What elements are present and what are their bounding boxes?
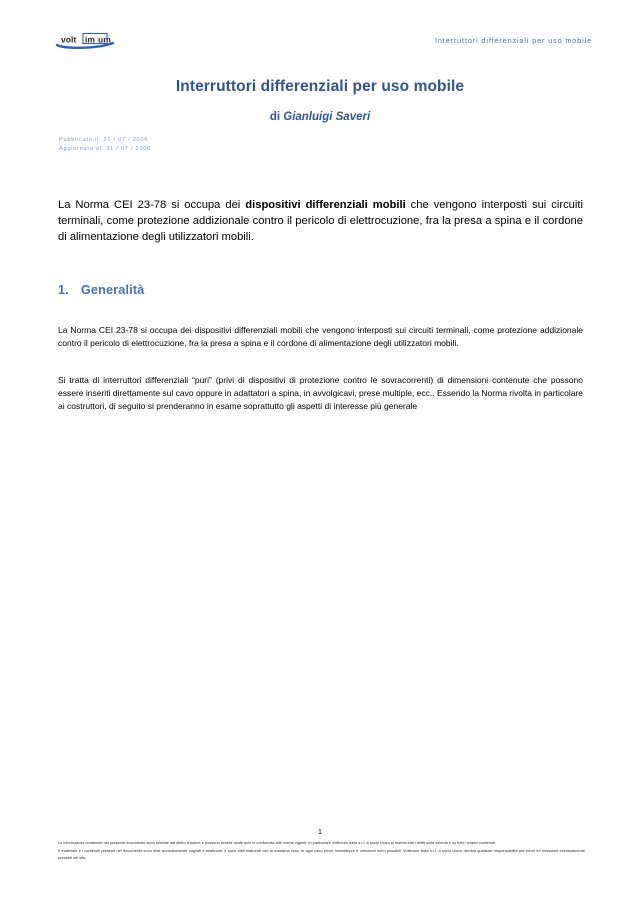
- voltimum-logo: [55, 30, 119, 52]
- document-author: [0, 111, 640, 123]
- document-title: Interruttori differenziali per uso mobile: [175, 78, 465, 95]
- svg-text:volt: volt: [61, 34, 77, 45]
- svg-text:um: um: [98, 34, 111, 45]
- section-heading-generalita: [58, 283, 145, 297]
- author-prefix: di: [269, 111, 281, 123]
- section-title: Generalità: [80, 283, 145, 297]
- intro-text-part1: La Norma CEI 23-78 si occupa dei: [58, 199, 246, 211]
- body-paragraph-1: La Norma CEI 23-78 si occupa dei dispositivi differenziali mobili che vengono interposti sui circuiti terminali, come protezione addizionale contro il pericolo di elettrocuzione, fra la presa a spina e il cordone di alimentazione degli utilizzatori mobili.: [58, 325, 583, 349]
- published-date: Pubblicato il: 31 / 07 / 2006: [59, 137, 149, 143]
- intro-paragraph: [58, 197, 583, 246]
- page-number: 1: [317, 827, 323, 836]
- logo-mark: [55, 30, 119, 52]
- disclaimer-paragraph-2: Il materiale e i contenuti presenti nel documento sono stati accuratamente vagliati e analizzati, e sono stati elaborati con la massima cura. In ogni caso errori, inesattezze e omissioni sono possibili. Voltimum Italia s.r.l. a socio Unico declina qualsiasi responsabilità per errori ed omissioni eventualmente presenti nel sito.: [58, 848, 585, 860]
- updated-date: Aggiornato al: 31 / 07 / 2006: [59, 146, 152, 153]
- body-paragraph-2: Si tratta di interruttori differenziali “puri” (privi di dispositivi di protezione contro le sovracorrenti) di dimensioni contenute che possono essere inseriti direttamente sul cavo oppure in adattatori a spina, in avvolgicavi, prese multiple, ecc.. Essendo la Norma rivolta in particolare ai costruttori, di seguito si prenderanno in esame soprattutto gli aspetti di interesse più generale: [58, 375, 583, 412]
- author-name: Gianluigi Saveri: [283, 111, 371, 123]
- svg-text:im: im: [85, 34, 96, 45]
- page-header: [55, 30, 592, 60]
- intro-bold-phrase: dispositivi differenziali mobili: [245, 199, 406, 211]
- disclaimer-paragraph-1: Le informazioni contenute nel presente documento sono tutelate dal diritto d'autore e possono essere usate solo in conformità alle norme vigenti. In particolare Voltimum Italia s.r.l. a socio Unico si riserva tutti i diritti sulla scheda e su tutti i relativi contenuti.: [58, 840, 496, 845]
- publication-dates: [59, 136, 151, 154]
- footer-disclaimer: [58, 840, 585, 863]
- section-number: 1.: [58, 283, 69, 297]
- intro-text-part2: che vengono interposti sui circuiti terminali, come protezione addizionale contro il pericolo di elettrocuzione, fra la presa a spina e il cordone di alimentazione degli utilizzatori mobili.: [58, 199, 583, 244]
- running-header-title: Interruttori differenziali per uso mobile: [434, 36, 592, 45]
